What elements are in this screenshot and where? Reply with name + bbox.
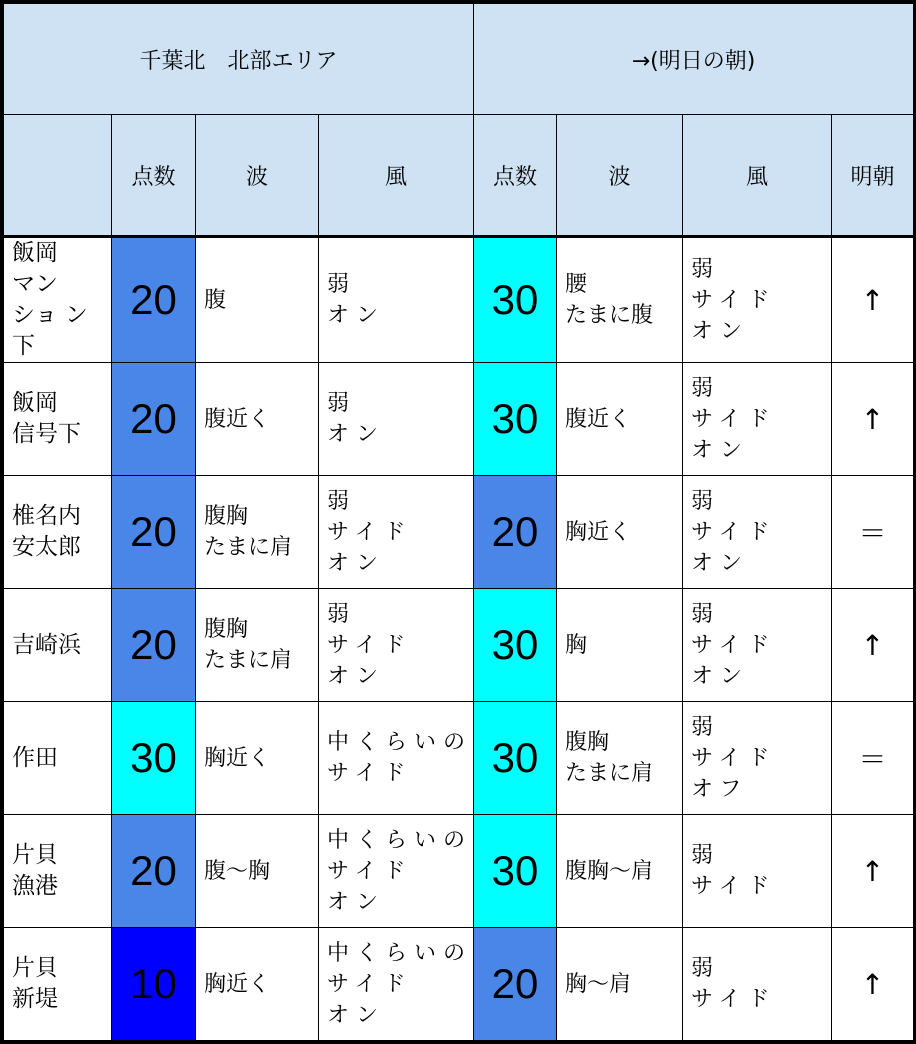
spot-name: 飯岡 マン ショ ン 下 [4,237,112,363]
spot-name: 椎名内 安太郎 [4,476,112,589]
spot-row [4,928,914,1041]
wave-today: 腹胸 たまに肩 [196,476,319,589]
area-title: 千葉北 北部エリア [4,4,474,115]
wave-tomorrow: 腹胸 たまに肩 [557,702,683,815]
wave-tomorrow: 胸〜肩 [557,928,683,1041]
spot-name: 片貝 新堤 [4,928,112,1041]
wave-tomorrow: 胸近く [557,476,683,589]
spot-name: 作田 [4,702,112,815]
trend-indicator: ↑ [832,928,914,1041]
header-row-areas [4,4,914,115]
header-wave: 波 [196,115,319,237]
wave-tomorrow: 胸 [557,589,683,702]
header-wind: 風 [319,115,474,237]
score-tomorrow: 30 [474,237,557,363]
spot-row [4,815,914,928]
header-wave-tomorrow: 波 [557,115,683,237]
score-today: 10 [112,928,196,1041]
wave-tomorrow: 腰 たまに腹 [557,237,683,363]
header-score: 点数 [112,115,196,237]
wave-today: 胸近く [196,928,319,1041]
score-tomorrow: 30 [474,363,557,476]
wind-today: 弱 サイド オン [319,589,474,702]
score-today: 20 [112,476,196,589]
score-today: 20 [112,589,196,702]
wind-tomorrow: 弱 サイド オン [683,589,832,702]
surf-table [3,3,914,1041]
wind-today: 中くらいの サイド [319,702,474,815]
score-tomorrow: 20 [474,928,557,1041]
tomorrow-title: →(明日の朝) [474,4,914,115]
wind-tomorrow: 弱 サイド オフ [683,702,832,815]
score-today: 20 [112,815,196,928]
header-row-columns [4,115,914,237]
score-tomorrow: 30 [474,589,557,702]
score-today: 20 [112,237,196,363]
header-trend: 明朝 [832,115,914,237]
score-today: 30 [112,702,196,815]
wave-today: 腹 [196,237,319,363]
wave-today: 胸近く [196,702,319,815]
spot-row [4,476,914,589]
spot-row [4,237,914,363]
spot-name: 吉崎浜 [4,589,112,702]
wind-tomorrow: 弱 サイド オン [683,363,832,476]
score-today: 20 [112,363,196,476]
trend-indicator: ↑ [832,237,914,363]
spot-name: 片貝 漁港 [4,815,112,928]
trend-indicator: ＝ [832,702,914,815]
wind-today: 弱 オン [319,237,474,363]
trend-indicator: ↑ [832,815,914,928]
wind-today: 中くらいの サイド オン [319,815,474,928]
trend-indicator: ＝ [832,476,914,589]
wind-today: 中くらいの サイド オン [319,928,474,1041]
wind-tomorrow: 弱 サイド オン [683,476,832,589]
score-tomorrow: 20 [474,476,557,589]
spot-row [4,589,914,702]
score-tomorrow: 30 [474,815,557,928]
spot-name: 飯岡 信号下 [4,363,112,476]
wind-today: 弱 オン [319,363,474,476]
spot-row [4,702,914,815]
header-wind-tomorrow: 風 [683,115,832,237]
trend-indicator: ↑ [832,589,914,702]
wind-today: 弱 サイド オン [319,476,474,589]
wave-tomorrow: 腹胸〜肩 [557,815,683,928]
wave-today: 腹近く [196,363,319,476]
wave-today: 腹胸 たまに肩 [196,589,319,702]
wave-tomorrow: 腹近く [557,363,683,476]
spot-row [4,363,914,476]
wave-today: 腹〜胸 [196,815,319,928]
trend-indicator: ↑ [832,363,914,476]
wind-tomorrow: 弱 サイド [683,815,832,928]
wind-tomorrow: 弱 サイド オン [683,237,832,363]
wind-tomorrow: 弱 サイド [683,928,832,1041]
header-score-tomorrow: 点数 [474,115,557,237]
header-spot-blank [4,115,112,237]
score-tomorrow: 30 [474,702,557,815]
